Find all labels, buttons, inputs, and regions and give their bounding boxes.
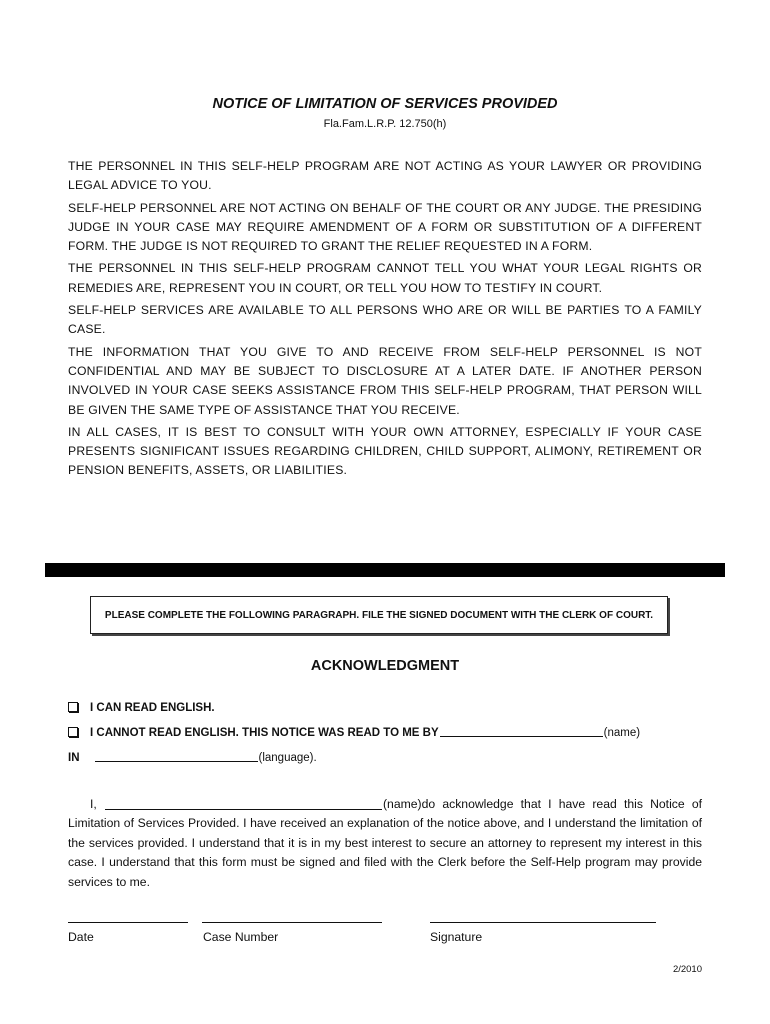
notice-body <box>68 157 702 484</box>
rule-citation: Fla.Fam.L.R.P. 12.750(h) <box>323 118 447 130</box>
language-field[interactable] <box>95 760 258 762</box>
notice-paragraph: SELF-HELP PERSONNEL ARE NOT ACTING ON BEHALF OF THE COURT OR ANY JUDGE. THE PRESIDING JUDGE IN YOUR CASE MAY REQUIRE AMENDMENT OF A FORM OR SUBSTITUTION OF A DIFFERENT FORM. THE JUDGE IS NOT REQUIRED TO GRANT THE RELIEF REQUESTED IN A FORM. <box>68 200 702 254</box>
notice-paragraph: IN ALL CASES, IT IS BEST TO CONSULT WITH YOUR OWN ATTORNEY, ESPECIALLY IF YOUR CASE PRESENTS SIGNIFICANT ISSUES REGARDING CHILDREN, CHILD SUPPORT, ALIMONY, RETIREMENT OR PENSION BENEFITS, ASSETS, OR LIABILITIES. <box>68 424 702 478</box>
cannot-read-english-option[interactable] <box>68 727 640 739</box>
ack-body: (name)do acknowledge that I have read this Notice of Limitation of Services Provided. I have received an explanation of the notice above, and I understand the limitation of the services provided. I understand that it is in my best interest to secure an attorney to represent my interest in this case. I understand that this form must be signed and filed with the Clerk before the Self-Help program may provide services to me. <box>68 797 703 889</box>
cannot-read-english-label: I CANNOT READ ENGLISH. THIS NOTICE WAS READ TO ME BY <box>90 727 439 739</box>
date-label: Date <box>68 930 94 944</box>
case-number-label: Case Number <box>203 930 279 944</box>
in-label: IN <box>68 752 80 764</box>
notice-paragraph: THE INFORMATION THAT YOU GIVE TO AND RECEIVE FROM SELF-HELP PERSONNEL IS NOT CONFIDENTIAL AND MAY BE SUBJECT TO DISCLOSURE AT A LATER DATE. IF ANOTHER PERSON INVOLVED IN YOUR CASE SEEKS ASSISTANCE FROM THIS SELF-HELP PROGRAM, THAT PERSON WILL BE GIVEN THE SAME TYPE OF ASSISTANCE THAT YOU RECEIVE. <box>68 344 702 417</box>
document-title: NOTICE OF LIMITATION OF SERVICES PROVIDED <box>212 96 558 112</box>
can-read-english-option[interactable] <box>68 702 215 714</box>
acknowledgment-paragraph <box>68 795 702 892</box>
language-row <box>68 752 317 764</box>
acknowledger-name-field[interactable] <box>105 808 382 810</box>
checkbox-can-read-english[interactable] <box>68 702 78 712</box>
revision-date: 2/2010 <box>672 964 702 975</box>
name-suffix: (name) <box>603 727 641 739</box>
notice-paragraph: THE PERSONNEL IN THIS SELF-HELP PROGRAM CANNOT TELL YOU WHAT YOUR LEGAL RIGHTS OR REMEDIES ARE, REPRESENT YOU IN COURT, OR TELL YOU HOW TO TESTIFY IN COURT. <box>68 261 702 295</box>
notice-paragraph: SELF-HELP SERVICES ARE AVAILABLE TO ALL PERSONS WHO ARE OR WILL BE PARTIES TO A FAMILY CASE. <box>68 303 702 337</box>
checkbox-cannot-read-english[interactable] <box>68 727 78 737</box>
reader-name-field[interactable] <box>440 735 603 737</box>
acknowledgment-heading: ACKNOWLEDGMENT <box>310 658 460 674</box>
instruction-text: PLEASE COMPLETE THE FOLLOWING PARAGRAPH. FILE THE SIGNED DOCUMENT WITH THE CLERK OF COURT. <box>104 609 654 621</box>
date-field[interactable] <box>68 922 188 923</box>
notice-paragraph: THE PERSONNEL IN THIS SELF-HELP PROGRAM ARE NOT ACTING AS YOUR LAWYER OR PROVIDING LEGAL ADVICE TO YOU. <box>68 159 702 193</box>
case-number-field[interactable] <box>202 922 382 923</box>
signature-field[interactable] <box>430 922 656 923</box>
ack-prefix: I, <box>90 797 97 811</box>
can-read-english-label: I CAN READ ENGLISH. <box>90 702 215 714</box>
language-suffix: (language). <box>258 752 317 764</box>
section-divider <box>45 563 725 577</box>
instruction-box <box>90 596 668 634</box>
signature-label: Signature <box>430 930 483 944</box>
